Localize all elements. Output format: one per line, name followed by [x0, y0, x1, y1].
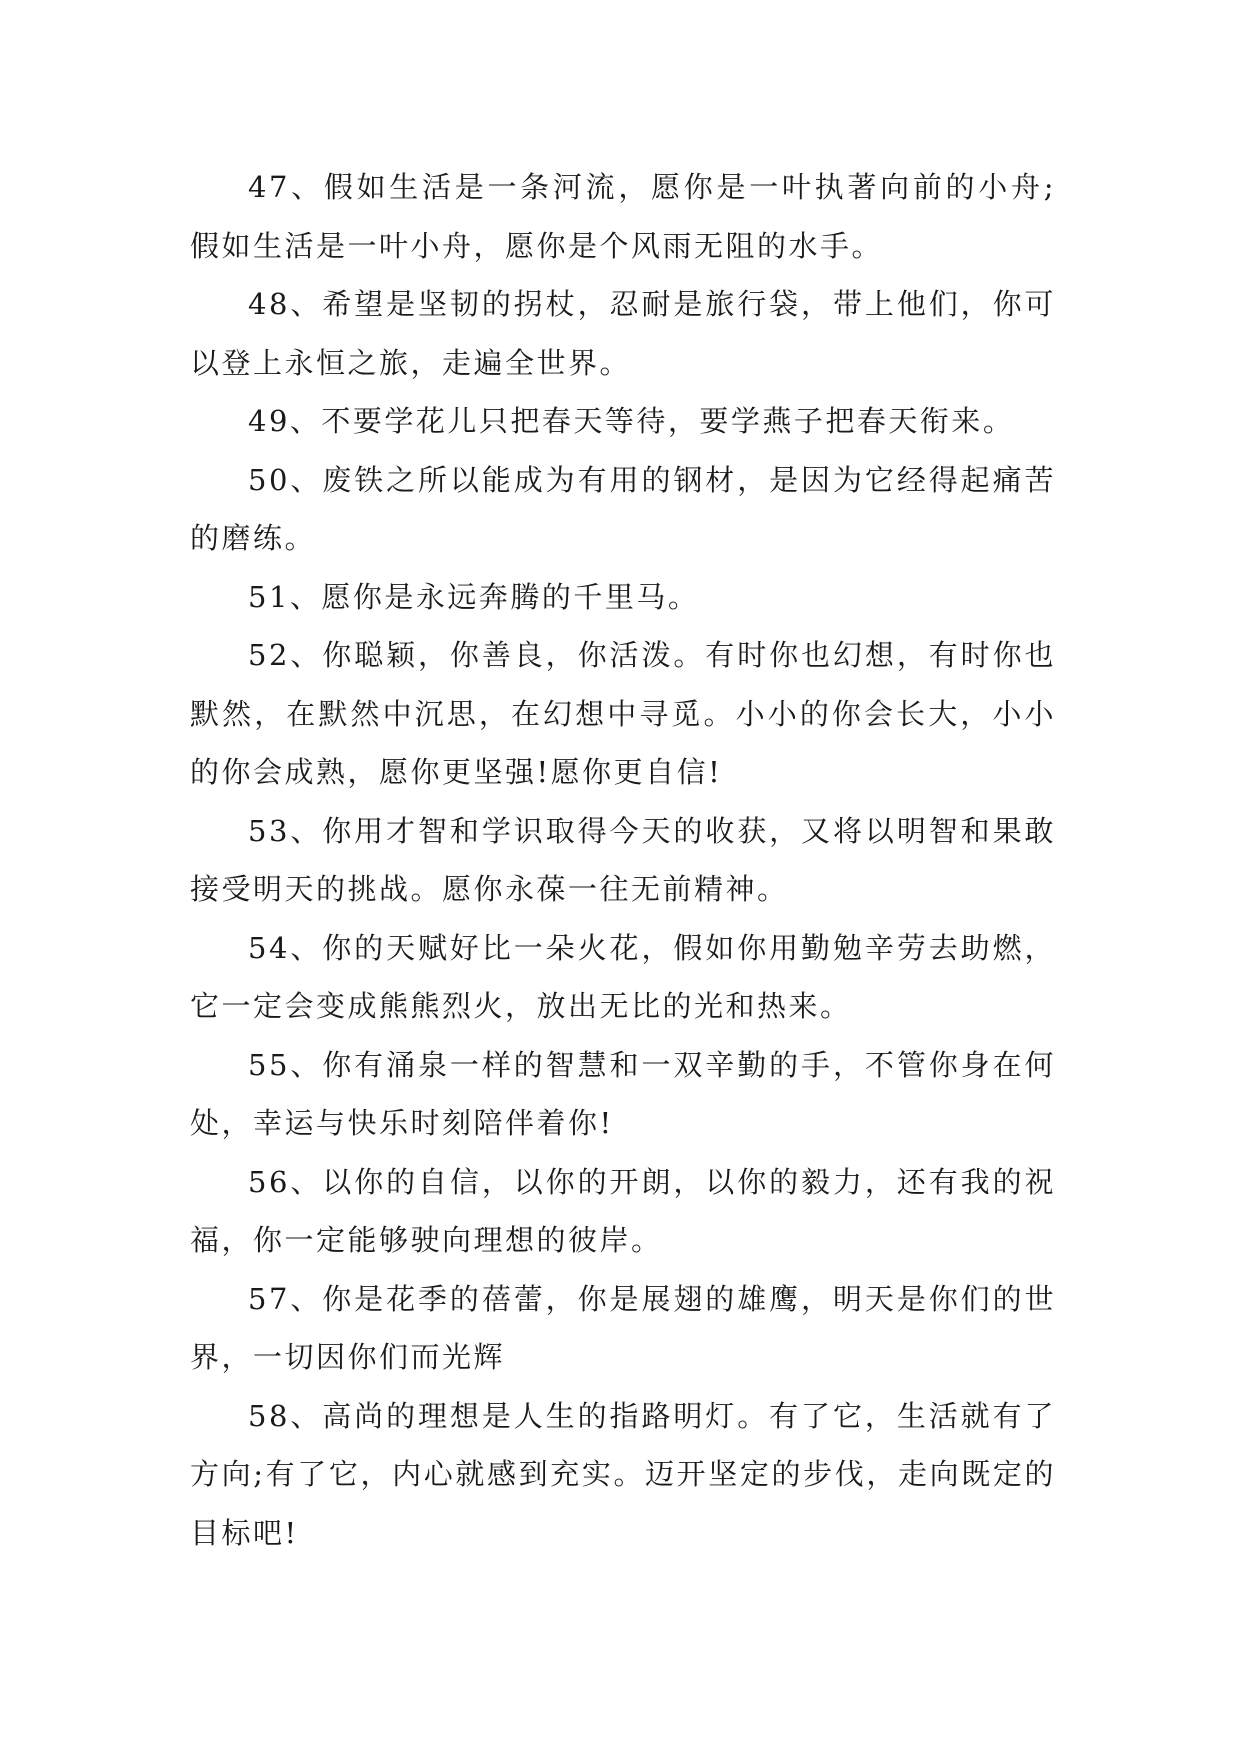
paragraph-54: 54、你的天赋好比一朵火花，假如你用勤勉辛劳去助燃，它一定会变成熊熊烈火，放出无比的光和热来。	[190, 930, 1056, 1023]
paragraph-55: 55、你有涌泉一样的智慧和一双辛勤的手，不管你身在何处，幸运与快乐时刻陪伴着你!	[190, 1047, 1056, 1140]
paragraph-47: 47、假如生活是一条河流，愿你是一叶执著向前的小舟;假如生活是一叶小舟，愿你是个风雨无阻的水手。	[190, 170, 1056, 263]
paragraph-57: 57、你是花季的蓓蕾，你是展翅的雄鹰，明天是你们的世界，一切因你们而光辉	[190, 1281, 1056, 1374]
paragraph-50: 50、废铁之所以能成为有用的钢材，是因为它经得起痛苦的磨练。	[190, 462, 1056, 555]
paragraph-49: 49、不要学花儿只把春天等待，要学燕子把春天衔来。	[248, 404, 1015, 438]
paragraph-53: 53、你用才智和学识取得今天的收获，又将以明智和果敢接受明天的挑战。愿你永葆一往无前精神。	[190, 813, 1056, 906]
paragraph-52: 52、你聪颖，你善良，你活泼。有时你也幻想，有时你也默然，在默然中沉思，在幻想中寻觅。小小的你会长大，小小的你会成熟，愿你更坚强!愿你更自信!	[190, 638, 1056, 789]
paragraph-51: 51、愿你是永远奔腾的千里马。	[248, 579, 700, 614]
paragraph-58: 58、高尚的理想是人生的指路明灯。有了它，生活就有了方向;有了它，内心就感到充实。迈开坚定的步伐，走向既定的目标吧!	[190, 1398, 1056, 1550]
document-body	[190, 158, 1056, 1562]
paragraph-48: 48、希望是坚韧的拐杖，忍耐是旅行袋，带上他们，你可以登上永恒之旅，走遍全世界。	[190, 287, 1056, 380]
paragraph-56: 56、以你的自信，以你的开朗，以你的毅力，还有我的祝福，你一定能够驶向理想的彼岸。	[190, 1164, 1056, 1257]
